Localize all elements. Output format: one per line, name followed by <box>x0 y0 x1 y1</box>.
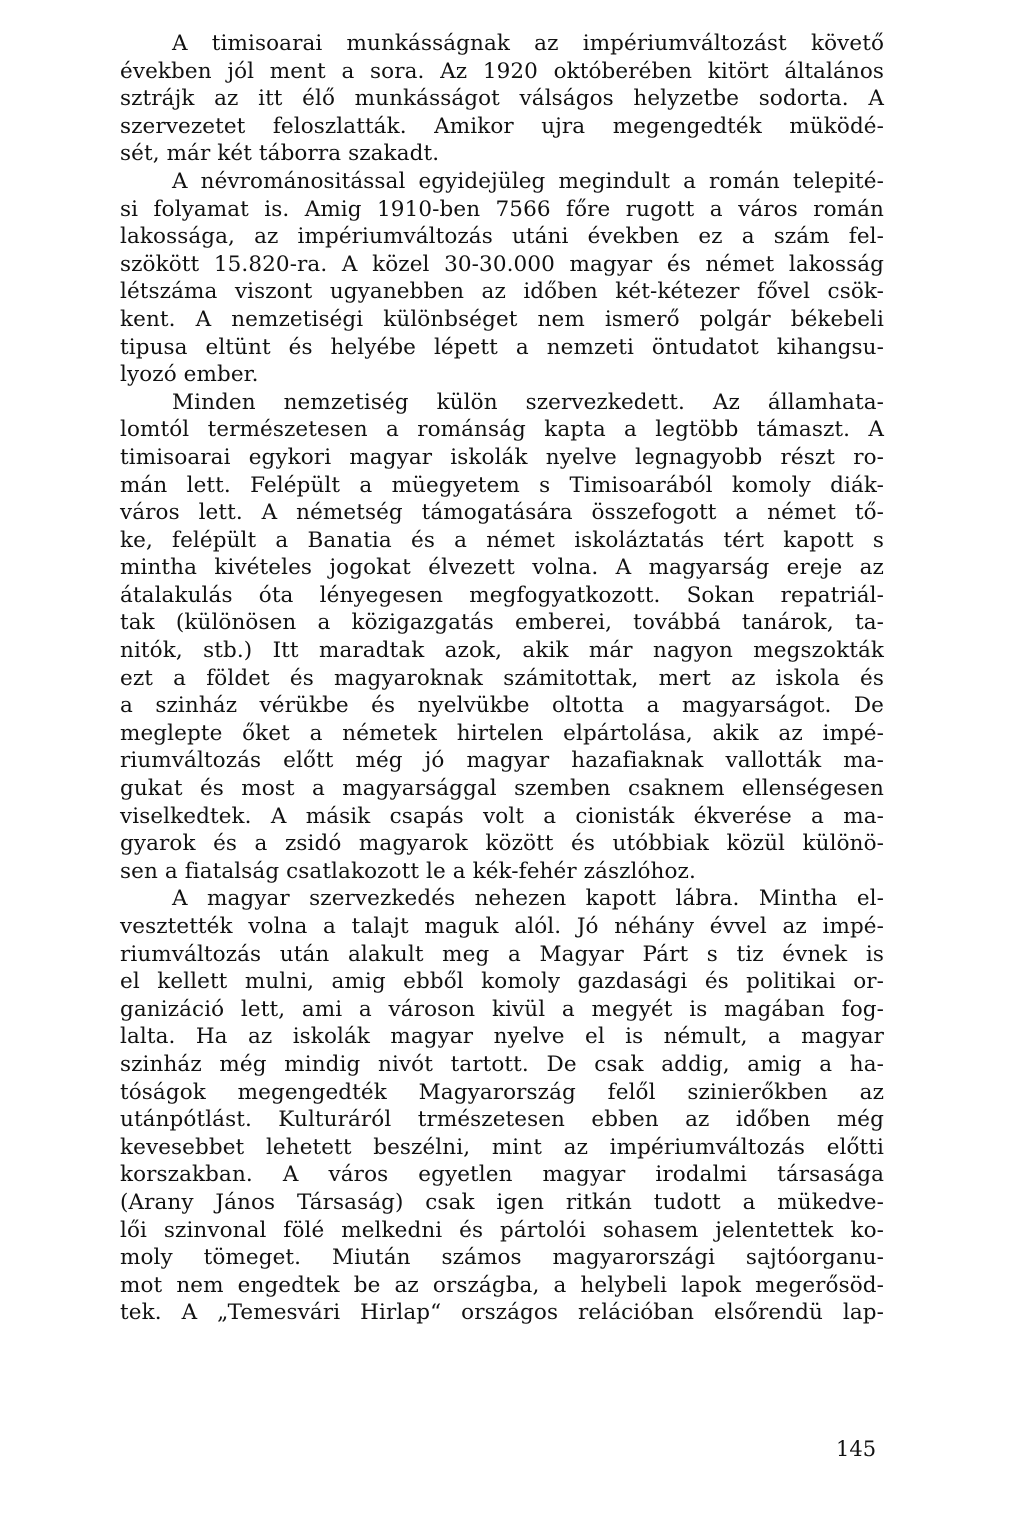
text-line: tóságok megengedték Magyarország felől szinierőkben az <box>120 1079 884 1105</box>
text-line: kent. A nemzetiségi különbséget nem ismerő polgár békebeli <box>120 306 884 332</box>
text-line: város lett. A németség támogatására összefogott a német tő- <box>120 500 884 526</box>
text-line: ezt a földet és magyaroknak számitottak, mert az iskola és <box>120 665 884 691</box>
text-line: kevesebbet lehetett beszélni, mint az impériumváltozás előtti <box>120 1134 884 1160</box>
text-line: a szinház vérükbe és nyelvükbe oltotta a magyarságot. De <box>120 693 884 719</box>
text-line: si folyamat is. Amig 1910-ben 7566 főre rugott a város román <box>120 196 884 222</box>
text-line: riumváltozás után alakult meg a Magyar Párt s tiz évnek is <box>120 941 884 967</box>
text-line: vesztették volna a talajt maguk alól. Jó néhány évvel az impé- <box>120 914 884 939</box>
text-line: mán lett. Felépült a müegyetem s Timisoarából komoly diák- <box>120 472 884 498</box>
page-number: 145 <box>836 1437 877 1461</box>
text-line: ganizáció lett, ami a városon kivül a megyét is magában fog- <box>120 996 884 1022</box>
text-line: nitók, stb.) Itt maradtak azok, akik már nagyon megszokták <box>120 638 884 664</box>
text-line: (Arany János Társaság) csak igen ritkán tudott a mükedve- <box>120 1189 884 1215</box>
text-line: Minden nemzetiség külön szervezkedett. Az államhata- <box>172 389 884 415</box>
text-line: lyozó ember. <box>120 362 259 388</box>
text-line: meglepte őket a németek hirtelen elpártolása, akik az impé- <box>120 720 884 746</box>
text-line: tipusa eltünt és helyébe lépett a nemzeti öntudatot kihangsu- <box>120 334 884 360</box>
body-text <box>120 30 884 1327</box>
text-line: timisoarai egykori magyar iskolák nyelve legnagyobb részt ro- <box>120 444 884 470</box>
text-line: lakossága, az impériumváltozás utáni években ez a szám fel- <box>120 224 884 250</box>
text-line: sztrájk az itt élő munkásságot válságos helyzetbe sodorta. A <box>120 86 884 112</box>
text-line: mintha kivételes jogokat élvezett volna. A magyarság ereje az <box>120 555 884 581</box>
text-line: utánpótlást. Kulturáról trmészetesen ebben az időben még <box>120 1107 884 1133</box>
text-line: lomtól természetesen a románság kapta a legtöbb támaszt. A <box>120 417 884 443</box>
text-line: sét, már két táborra szakadt. <box>120 141 440 167</box>
text-line: A timisoarai munkásságnak az impériumváltozást követő <box>172 31 884 56</box>
text-line: riumváltozás előtt még jó magyar hazafiaknak vallották ma- <box>120 748 884 774</box>
text-line: években jól ment a sora. Az 1920 októberében kitört általános <box>120 58 884 84</box>
text-line: el kellett mulni, amig ebből komoly gazdasági és politikai or- <box>120 969 884 995</box>
text-line: tek. A „Temesvári Hirlap“ országos relációban elsőrendü lap- <box>120 1300 884 1326</box>
text-line: sen a fiatalság csatlakozott le a kék-fehér zászlóhoz. <box>120 858 696 884</box>
text-line: korszakban. A város egyetlen magyar irodalmi társasága <box>120 1162 884 1188</box>
text-line: mot nem engedtek be az országba, a helybeli lapok megerősöd- <box>120 1272 884 1298</box>
text-line: lalta. Ha az iskolák magyar nyelve el is némult, a magyar <box>120 1024 884 1050</box>
text-line: szervezetet feloszlatták. Amikor ujra megengedték müködé- <box>120 113 884 139</box>
text-line: ke, felépült a Banatia és a német iskoláztatás tért kapott s <box>120 527 884 553</box>
text-line: átalakulás óta lényegesen megfogyatkozott. Sokan repatriál- <box>120 582 884 608</box>
text-line: szökött 15.820-ra. A közel 30-30.000 magyar és német lakosság <box>120 251 884 277</box>
text-line: viselkedtek. A másik csapás volt a cionisták ékverése a ma- <box>120 803 884 829</box>
text-line: A névrománositással egyidejüleg megindult a román telepité- <box>172 168 884 194</box>
text-line: szinház még mindig nivót tartott. De csak addig, amig a ha- <box>120 1051 884 1077</box>
text-line: gyarok és a zsidó magyarok között és utóbbiak közül különö- <box>120 831 884 857</box>
text-line: gukat és most a magyarsággal szemben csaknem ellenségesen <box>120 776 884 802</box>
text-line: tak (különösen a közigazgatás emberei, továbbá tanárok, ta- <box>120 610 884 636</box>
text-line: létszáma viszont ugyanebben az időben két-kétezer fővel csök- <box>120 279 884 305</box>
text-line: lői szinvonal fölé melkedni és pártolói sohasem jelentettek ko- <box>120 1217 884 1243</box>
text-line: A magyar szervezkedés nehezen kapott lábra. Mintha el- <box>172 886 884 912</box>
text-line: moly tömeget. Miután számos magyarországi sajtóorganu- <box>120 1245 884 1271</box>
